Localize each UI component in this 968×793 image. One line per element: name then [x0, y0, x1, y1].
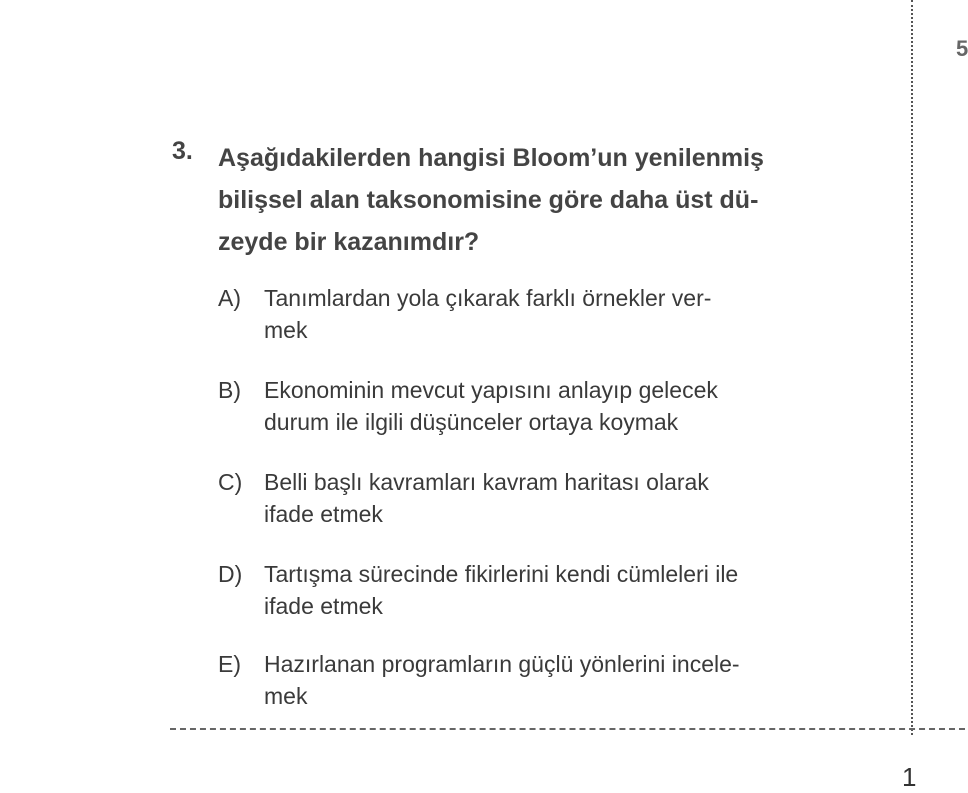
option-text: [264, 282, 864, 346]
option-letter: A): [218, 285, 241, 311]
option-text: [264, 466, 864, 530]
option-letter: C): [218, 469, 243, 495]
option-text-line: mek: [264, 317, 308, 343]
bottom-divider: [170, 728, 965, 730]
option-text-line: Belli başlı kavramları kavram haritası olarak: [264, 469, 709, 495]
option-text-line: durum ile ilgili düşünceler ortaya koymak: [264, 409, 679, 435]
option-text-line: Hazırlanan programların güçlü yönlerini incele-: [264, 651, 740, 677]
option-letter: D): [218, 561, 243, 587]
option-letter: E): [218, 651, 241, 677]
page-number: 1: [902, 762, 917, 792]
option-letter: B): [218, 377, 241, 403]
column-divider: [911, 0, 913, 735]
option-text-line: Ekonominin mevcut yapısını anlayıp gelecek: [264, 377, 718, 403]
option-text-line: ifade etmek: [264, 593, 383, 619]
question-stem: [218, 137, 868, 263]
option-text: [264, 374, 864, 438]
option-text: [264, 648, 864, 712]
next-question-number-fragment: 5: [956, 36, 968, 61]
option-text-line: ifade etmek: [264, 501, 383, 527]
question-stem-line: bilişsel alan taksonomisine göre daha üst dü-: [218, 186, 759, 214]
option-text-line: Tanımlardan yola çıkarak farklı örnekler ver-: [264, 285, 712, 311]
option-text: [264, 558, 864, 622]
question-stem-line: zeyde bir kazanımdır?: [218, 228, 480, 256]
question-stem-line: Aşağıdakilerden hangisi Bloom’un yenilenmiş: [218, 144, 764, 172]
option-text-line: Tartışma sürecinde fikirlerini kendi cümleleri ile: [264, 561, 739, 587]
option-text-line: mek: [264, 683, 308, 709]
question-number: 3.: [172, 137, 193, 165]
